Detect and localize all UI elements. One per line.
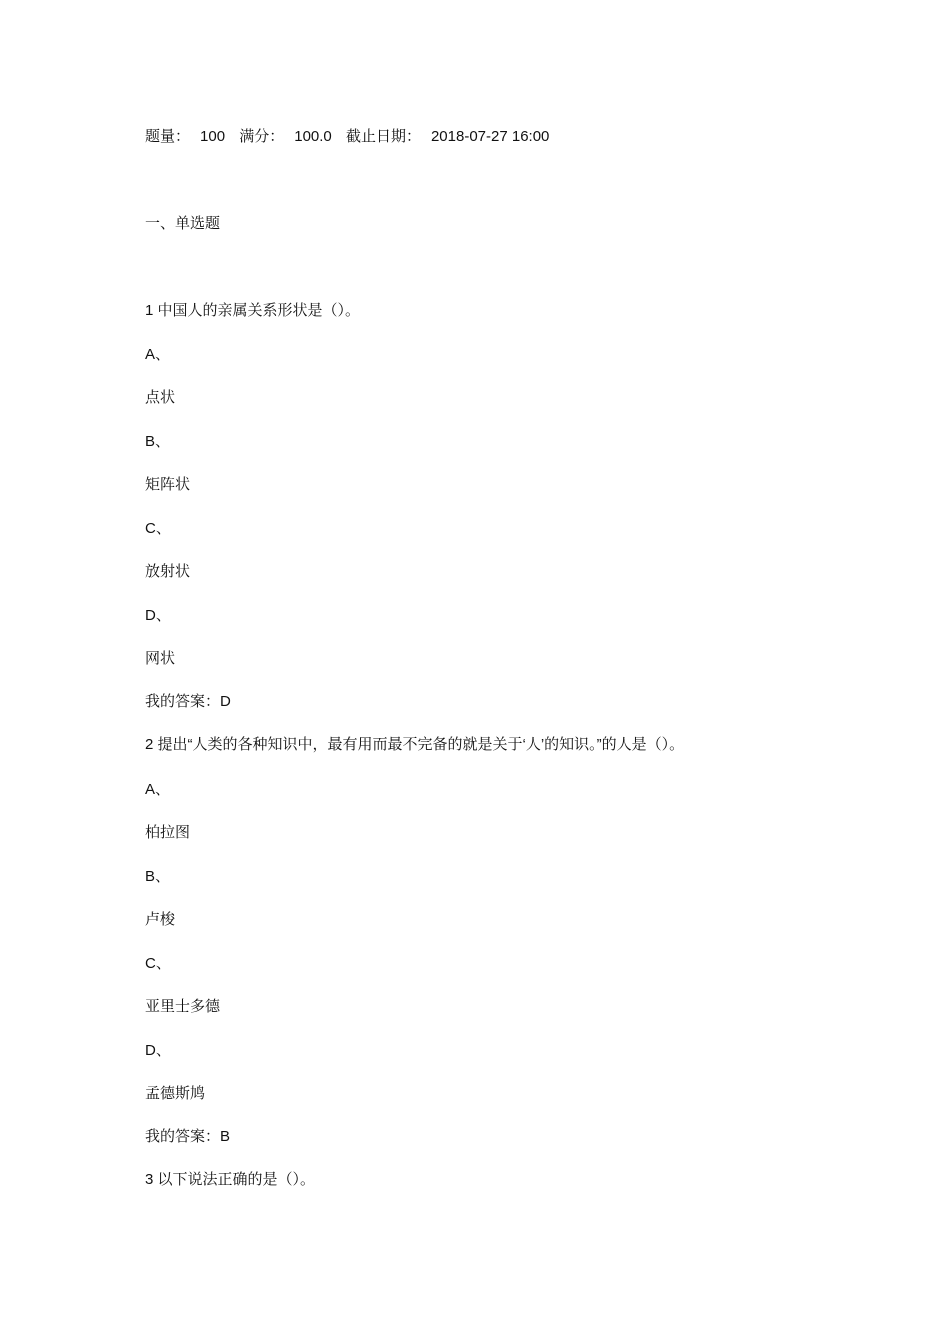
section-title: 一、单选题: [145, 215, 221, 232]
my-answer: 我的答案：B: [145, 1128, 231, 1145]
option-letter: A、: [145, 781, 171, 798]
option-text: 孟德斯鸠: [145, 1085, 206, 1102]
option-text: 卢梭: [145, 911, 176, 928]
option-text: 矩阵状: [145, 476, 191, 493]
option-letter: C、: [145, 955, 171, 972]
option-text: 柏拉图: [145, 824, 191, 841]
my-answer: 我的答案：D: [145, 693, 231, 710]
deadline-value: 2018-07-27 16:00: [430, 128, 550, 145]
count-value: 100: [200, 128, 226, 145]
option-letter: D、: [145, 607, 171, 624]
option-letter: C、: [145, 520, 171, 537]
option-text: 网状: [145, 650, 176, 667]
score-value: 100.0: [294, 128, 332, 145]
option-letter: D、: [145, 1042, 171, 1059]
deadline-label: 截止日期：: [345, 128, 421, 145]
option-text: 亚里士多德: [145, 998, 221, 1015]
score-label: 满分：: [239, 128, 285, 145]
option-letter: A、: [145, 346, 171, 363]
count-label: 题量：: [145, 128, 191, 145]
exam-meta: [145, 127, 559, 147]
question-stem: 1 中国人的亲属关系形状是（）。: [145, 302, 361, 319]
option-letter: B、: [145, 868, 171, 885]
option-text: 放射状: [145, 563, 191, 580]
question-stem: 2 提出“人类的各种知识中，最有用而最不完备的就是关于‘人’的知识。”的人是（）。: [145, 736, 685, 753]
option-text: 点状: [145, 389, 176, 406]
option-letter: B、: [145, 433, 171, 450]
question-stem: 3 以下说法正确的是（）。: [145, 1171, 316, 1188]
